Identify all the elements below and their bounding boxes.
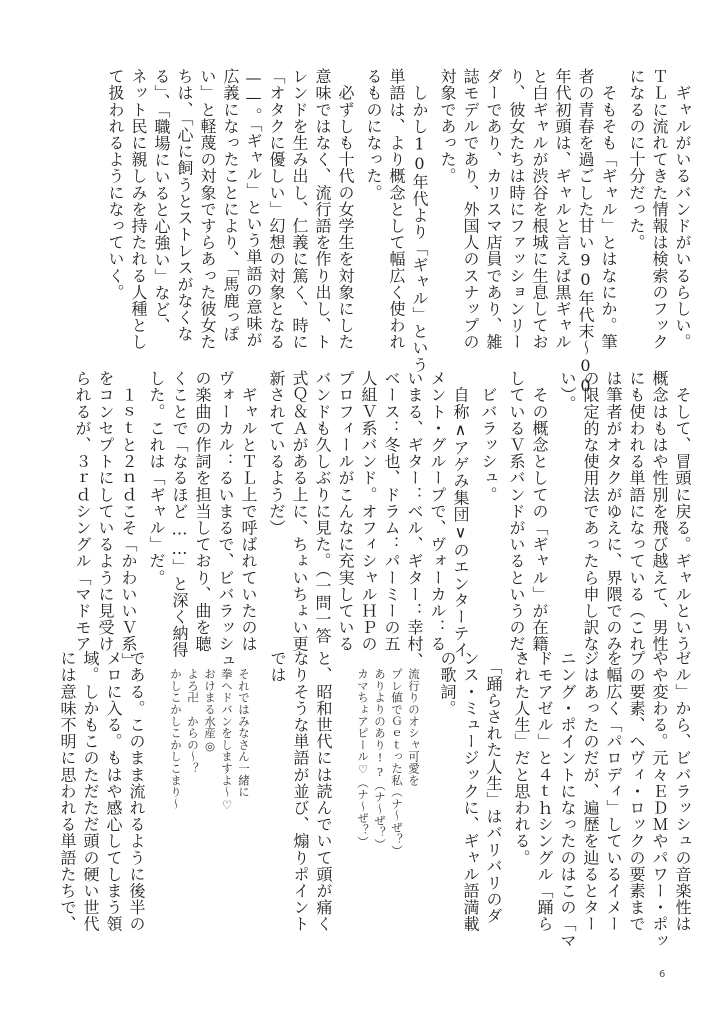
text-line: 域。しかもこのただただ頭の硬い世代 <box>81 650 100 933</box>
lyric-line: それではみなさん一緒に <box>237 668 251 798</box>
text-line: るものになった。 <box>364 68 383 201</box>
text-line: ちは、「心に飼うとストレスがなくな <box>175 68 194 343</box>
text-line: は筆者がオタクがゆえに、界隈でのみ <box>604 370 623 653</box>
text-line: ゼル」から、ビバラッシュの音楽性は <box>673 650 692 933</box>
text-line: しかし10年代より「ギャル」という <box>410 68 429 373</box>
text-line: ビバラッシュ。 <box>479 370 498 503</box>
paragraph <box>505 370 551 669</box>
text-line: にも使われる単語になっている（これ <box>627 370 646 653</box>
text-line: ジはあったのだが、遍歴を辿るとター <box>581 650 600 933</box>
lyrics-quote <box>354 668 422 857</box>
text-line: ——。「ギャル」という単語の意味が <box>244 68 263 349</box>
text-line: バンドも久しぶりに見た。（一問一答 <box>313 370 332 645</box>
text-block-top <box>104 68 694 395</box>
text-line: 「オタクに優しい」幻想の対象となる <box>267 68 286 351</box>
text-line: された人生」だと思われる。 <box>512 650 531 866</box>
text-line: 新されているようだ） <box>267 370 286 536</box>
lyric-line: かしこかしこかしこまり〜 <box>169 668 183 810</box>
text-line: では <box>268 650 287 684</box>
text-line: プロフィールがこんなに充実している <box>336 370 355 653</box>
text-line: 誌モデルであり、外国人のスナップの <box>461 68 480 351</box>
text-line: 自称∧アゲみ集団∨のエンターテイ <box>451 370 470 659</box>
lyric-line: カマちょアピール♡（ナ〜ぜ？） <box>356 668 370 848</box>
text-line: と、昭和世代には読んでいて頭が痛く <box>314 650 333 933</box>
paragraph <box>477 370 500 503</box>
text-line: 式Ｑ＆Ａがある上に、ちょいちょい更 <box>290 370 309 653</box>
text-line: には意味不明に思われる単語たちで、 <box>58 650 77 933</box>
paragraph <box>436 68 620 395</box>
text-line: 年代初頭は、ギャルと言えば黒ギャル <box>553 68 572 351</box>
text-line: やや変わる。元々ＥＤＭやパワー・ポッ <box>650 650 669 949</box>
lyric-line: よろ卍 からの〜？ <box>186 668 200 775</box>
text-line: の楽曲の作詞を担当しており、曲を聴 <box>193 370 212 653</box>
text-line: ニング・ポイントになったのはこの「マ <box>558 650 577 949</box>
text-line: 者の青春を過ごした甘い90年代末〜00 <box>576 68 595 396</box>
text-line: １ｓｔと２ｎｄこそ「かわいいＶ系」 <box>119 370 138 669</box>
text-line: 対象であった。 <box>438 68 457 185</box>
text-line: と白ギャルが渋谷を根城に生息してお <box>530 68 549 351</box>
text-line: て扱われるようになっていく。 <box>106 68 125 301</box>
text-line: くことで「なるほど……」と深く納得 <box>170 370 189 659</box>
lyric-line: 拳ヘドバンをしますよ〜♡ <box>220 668 234 813</box>
text-line: ネット民に親しみを持たれる人種とし <box>129 68 148 351</box>
text-line: 単語は、より概念として幅広く使われ <box>387 68 406 351</box>
text-line: ダーであり、カリスマ店員であり、雑 <box>484 68 503 351</box>
text-line: メロに入る。もはや感心してしまう領 <box>104 650 123 933</box>
text-line: ギャルとＴＬ上で呼ばれていたのは <box>239 370 258 653</box>
text-line: しているＶ系バンドがいるというのだ。 <box>507 370 526 669</box>
text-line: ＴＬに流れてきた情報は検索のフック <box>650 68 669 351</box>
text-line: 人組Ｖ系バンド。オフィシャルＨＰの <box>359 370 378 653</box>
text-line: をコンセプトにしているように見受け <box>96 370 115 653</box>
text-line: ギャルがいるバンドがいるらしい。 <box>673 68 692 351</box>
text-line: 意味ではなく、流行語を作り出し、ト <box>313 68 332 351</box>
paragraph <box>56 650 148 932</box>
text-line: ベース：冬也、ドラム：パーミーの五 <box>382 370 401 653</box>
paragraph <box>71 370 140 669</box>
lyric-line: 流行りのオシャ可愛を <box>407 668 421 786</box>
lyric-line: プレ値でＧｅｔった私（ナ〜ぜ？） <box>390 668 404 857</box>
paragraph <box>510 650 694 949</box>
text-block-middle <box>71 370 694 669</box>
lyric-line: おけまる水産◎ <box>203 668 217 754</box>
text-line: られるが、３ｒｄシングル「マドモア <box>73 370 92 653</box>
text-line: 「踊らされた人生」はバリバリのダ <box>484 650 503 925</box>
text-line: の歌詞。 <box>438 650 457 717</box>
text-line: い）。 <box>558 370 577 412</box>
text-line: り、彼女たちは時にファッションリー <box>507 68 526 351</box>
text-line: そして、冒頭に戻る。ギャルという <box>673 370 692 653</box>
text-line: ヴォーカル：るいまるで、ビバラッシュ <box>216 370 235 669</box>
text-line: い」と軽蔑の対象ですらあった彼女た <box>198 68 217 351</box>
text-line: なりそうな単語が並び、煽りポイント <box>291 650 310 933</box>
text-line: レンドを生み出し、仁義に篤く、時に <box>290 68 309 351</box>
text-line: を幅広く「パロディ」しているイメー <box>604 650 623 933</box>
text-line: 必ずしも十代の女学生を対象にした <box>336 68 355 351</box>
paragraph <box>436 650 505 932</box>
paragraph <box>266 650 335 932</box>
text-line: になるのに十分だった。 <box>627 68 646 251</box>
text-line: 広義になったことにより、「馬鹿っぽ <box>221 68 240 343</box>
page-number: 6 <box>659 969 666 980</box>
text-line: ドモアゼル」と４ｔｈシングル「踊ら <box>535 650 554 933</box>
paragraph <box>104 68 357 350</box>
paragraph <box>265 370 472 669</box>
lyric-line: ありよりのあり!?（ナ〜ぜ？） <box>373 668 387 850</box>
text-line: そもそも「ギャル」とはなにか。筆 <box>599 68 618 351</box>
paragraph <box>362 68 431 373</box>
text-line: メント・グループで、ヴォーカル：る <box>428 370 447 653</box>
paragraph <box>625 68 694 350</box>
text-line: その概念としての「ギャル」が在籍 <box>530 370 549 653</box>
text-line: した。これは「ギャル」だ。 <box>147 370 166 586</box>
text-line: ンス・ミュージックに、ギャル語満載 <box>461 650 480 933</box>
paragraph <box>556 370 694 652</box>
text-block-bottom <box>56 650 694 949</box>
text-line: プの要素、ヘヴィ・ロックの要素まで <box>627 650 646 933</box>
text-line: 概念はもはや性別を飛び越えて、男性 <box>650 370 669 653</box>
text-line: である。このまま流れるように後半の <box>127 650 146 933</box>
paragraph <box>145 370 260 669</box>
text-line: の限定的な使用法であったら申し訳な <box>581 370 600 653</box>
text-line: いまる、ギター：ベル、ギター：幸村、 <box>405 370 424 669</box>
lyrics-quote <box>167 668 252 812</box>
text-line: る」、「職場にいると心強い」など、 <box>152 68 171 335</box>
